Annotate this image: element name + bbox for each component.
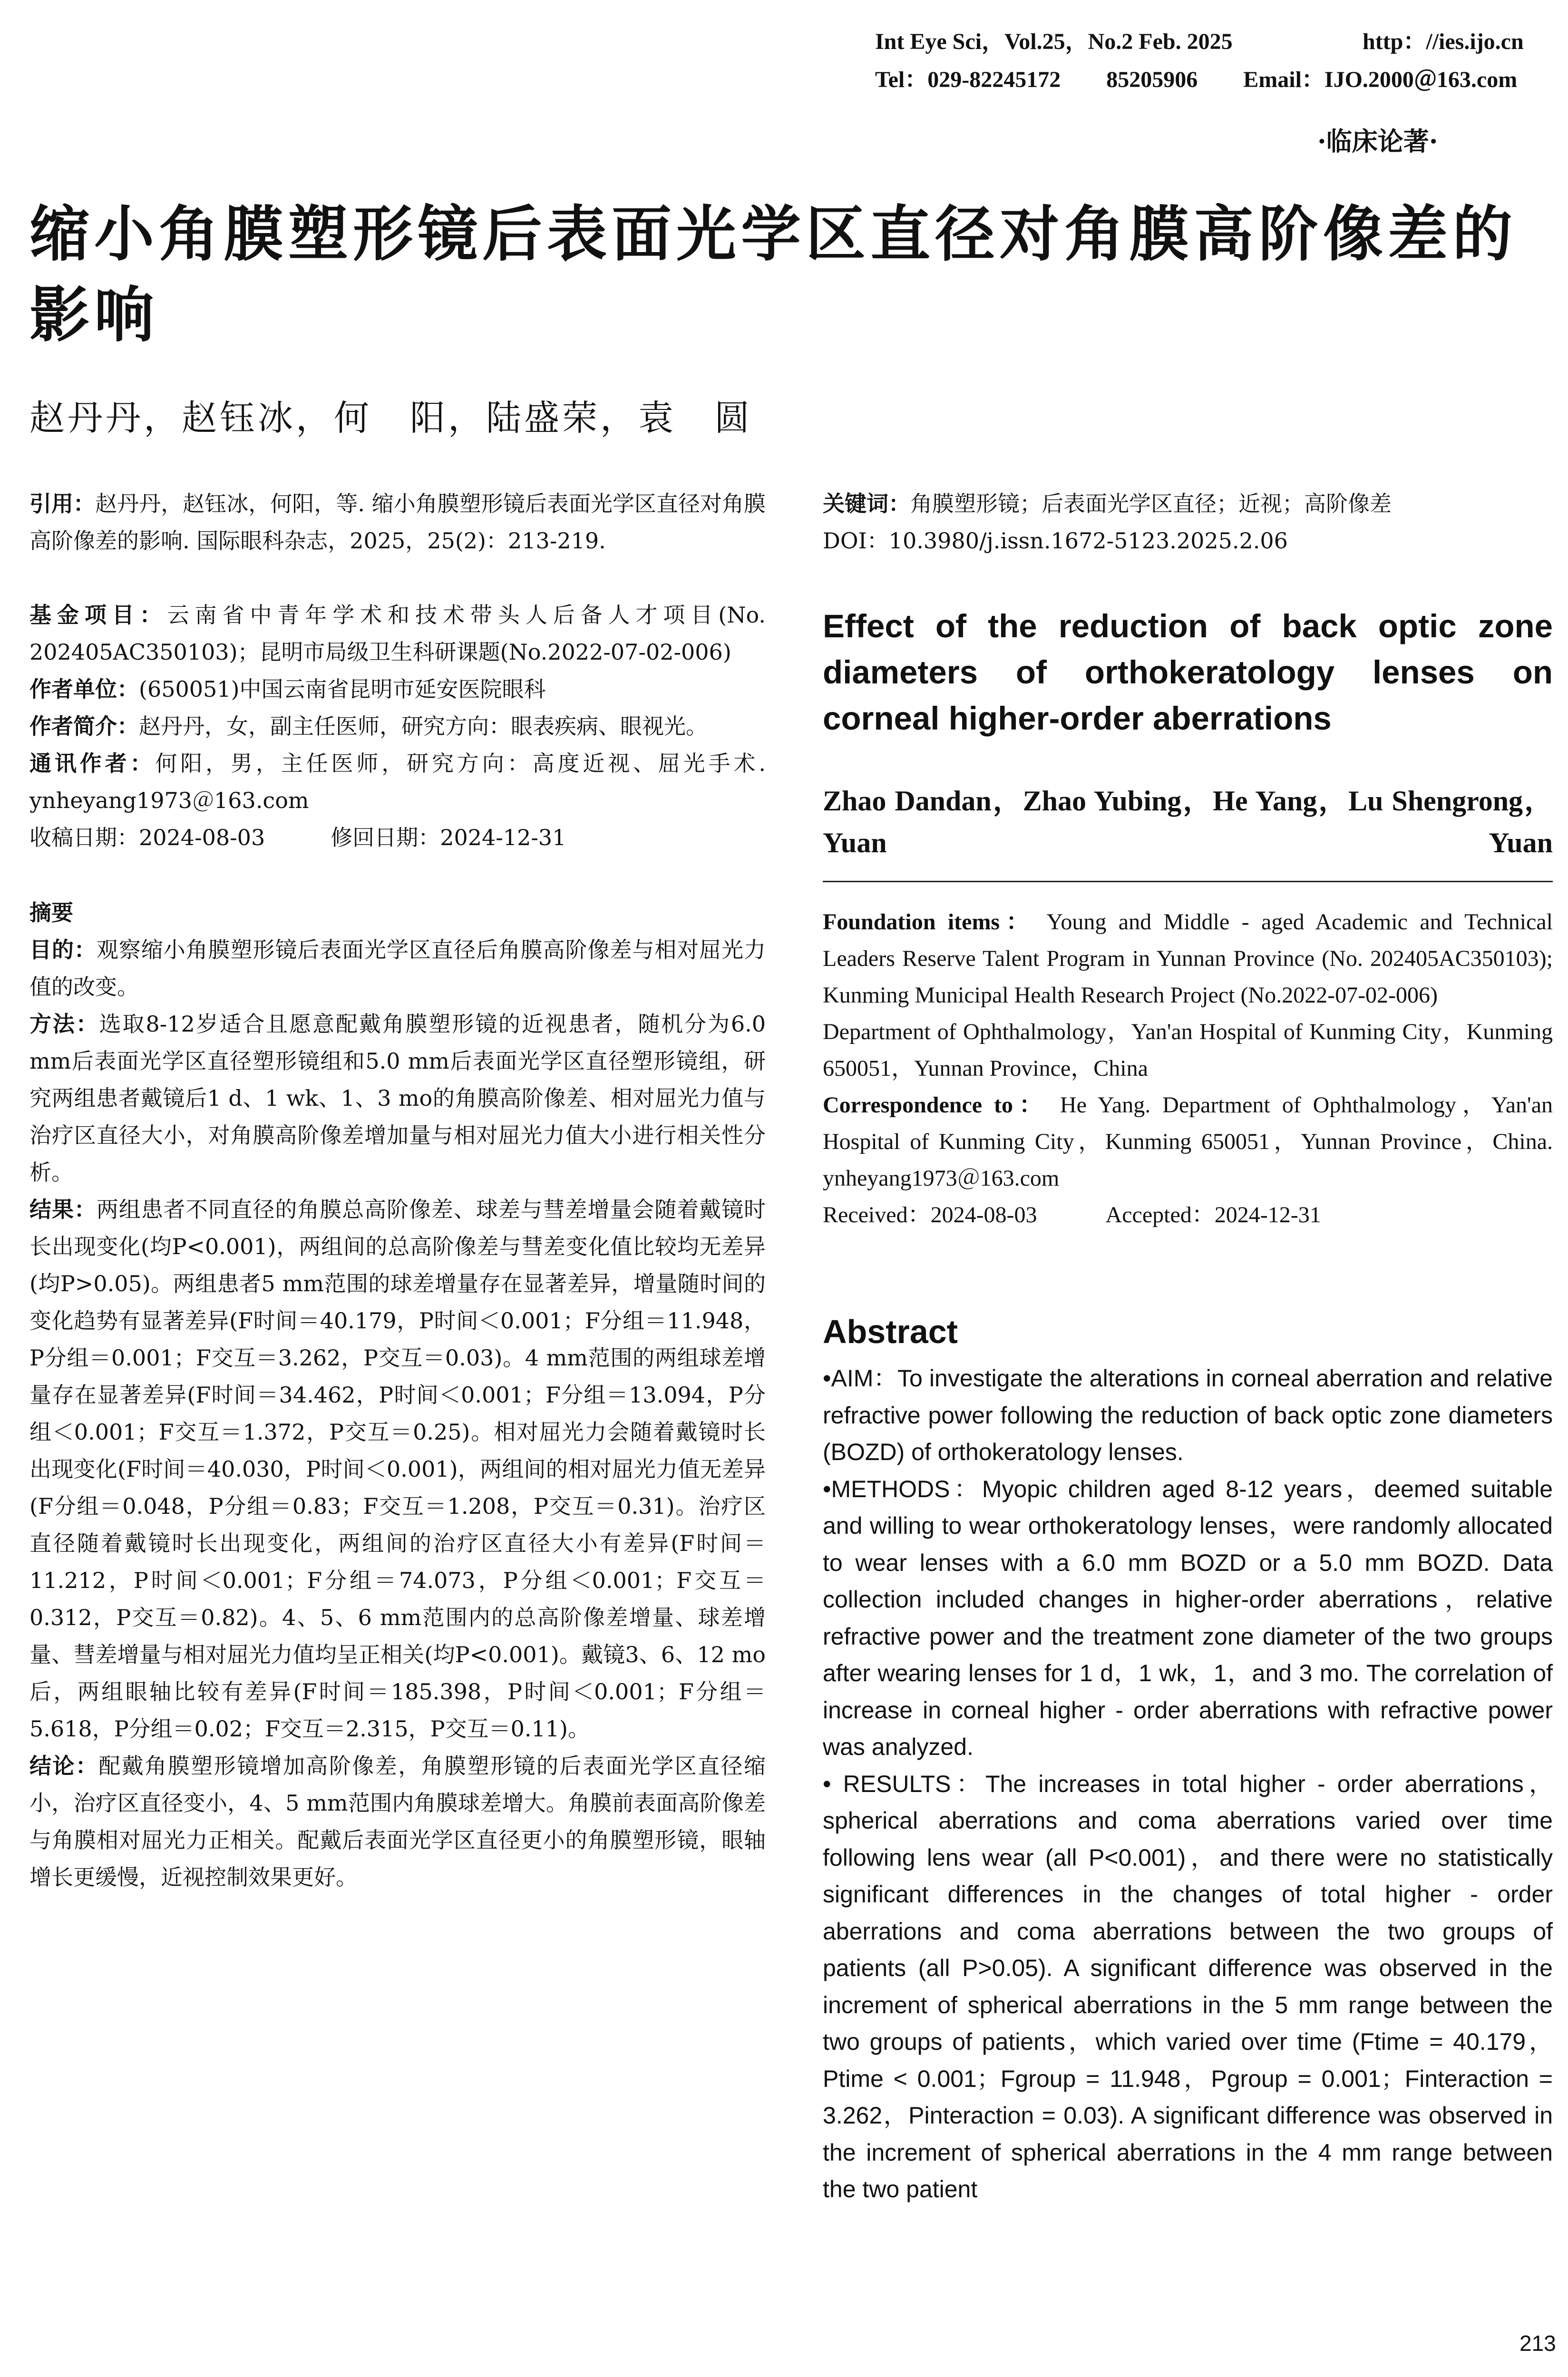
title-line-2: 影响 [29, 280, 159, 350]
title-en: Effect of the reduction of back optic zone diameters of orthokeratology lenses on corneal higher-order aberrations [823, 608, 1553, 737]
citation-text: 赵丹丹，赵钰冰，何阳，等. 缩小角膜塑形镜后表面光学区直径对角膜高阶像差的影响. 国际眼科杂志，2025，25(2)：213-219. [29, 491, 766, 554]
results-label: 结果： [29, 1197, 97, 1222]
corr-label: 通讯作者： [29, 750, 156, 776]
abstract-cn-methods [29, 1005, 766, 1191]
citation-label: 引用： [29, 491, 96, 516]
page-number: 213 [1519, 2331, 1556, 2356]
journal-contact: Tel：029-82245172 85205906 Email：IJO.2000＠163.com [875, 67, 1518, 92]
foundation-en [823, 904, 1553, 1013]
fund-text: 云南省中青年学术和技术带头人后备人才项目(No. 202405AC350103)；昆明市局级卫生科研课题(No.2022-07-02-006) [29, 602, 766, 665]
en-info-block [823, 904, 1553, 1233]
corresponding-author [29, 745, 766, 819]
abstract-en [823, 1360, 1553, 2208]
authors-en: Zhao Dandan，Zhao Yubing，He Yang，Lu Shengrong，Yuan Yuan [823, 785, 1553, 858]
abstract-cn-results [29, 1191, 766, 1747]
author-bio [29, 708, 766, 745]
bio-text: 赵丹丹，女，副主任医师，研究方向：眼表疾病、眼视光。 [139, 713, 708, 739]
aim-text: 观察缩小角膜塑形镜后表面光学区直径后角膜高阶像差与相对屈光力值的改变。 [29, 937, 766, 1000]
fund-label: 基金项目： [29, 602, 167, 628]
author-unit [29, 671, 766, 708]
unit-text: (650051)中国云南省昆明市延安医院眼科 [139, 676, 546, 702]
unit-label: 作者单位： [29, 676, 139, 702]
citation [29, 485, 766, 559]
corr-text: 何阳，男，主任医师，研究方向：高度近视、屈光手术. ynheyang1973＠163.com [29, 750, 766, 813]
dates-cn: 收稿日期：2024-08-03 修回日期：2024-12-31 [29, 825, 566, 850]
doi: DOI：10.3980/j.issn.1672-5123.2025.2.06 [823, 528, 1288, 554]
department-en: Department of Ophthalmology，Yan'an Hospital of Kunming City，Kunming 650051，Yunnan Province，China [823, 1019, 1553, 1081]
section-tag: ·临床论著· [1317, 126, 1438, 156]
keywords-block [823, 485, 1553, 559]
keywords-text: 角膜塑形镜；后表面光学区直径；近视；高阶像差 [910, 491, 1392, 516]
correspondence-en [823, 1087, 1553, 1197]
title-line-1: 缩小角膜塑形镜后表面光学区直径对角膜高阶像差的 [29, 199, 1517, 269]
correspondence-label: Correspondence to： [823, 1092, 1048, 1118]
journal-url[interactable]: http：//ies.ijo.cn [1363, 29, 1524, 54]
authors-cn: 赵丹丹，赵钰冰，何 阳，陆盛荣，袁 圆 [29, 398, 752, 438]
page-title [29, 194, 1551, 356]
abstract-cn-heading: 摘要 [29, 900, 73, 925]
conclusion-label: 结论： [29, 1753, 99, 1779]
foundation-text: Young and Middle - aged Academic and Technical Leaders Reserve Talent Program in Yunnan Province (No. 202405AC350103); Kunming Municipal Health Research Project (No.2022-07-02-006) [823, 909, 1553, 1008]
divider [823, 881, 1553, 882]
abstract-en-methods: •METHODS：Myopic children aged 8-12 years，deemed suitable and willing to wear orthokeratology lenses，were randomly allocated to wear lenses with a 6.0 mm BOZD or a 5.0 mm BOZD. Data collection included changes in higher-order aberrations，relative refractive power and the treatment zone diameter of the two groups after wearing lenses for 1 d，1 wk，1，and 3 mo. The correlation of increase in corneal higher - order aberrations with refractive power was analyzed. [823, 1475, 1553, 1760]
fund-info [29, 596, 766, 671]
journal-info: Int Eye Sci，Vol.25，No.2 Feb. 2025 [875, 29, 1233, 54]
methods-label: 方法： [29, 1011, 99, 1037]
dates-en: Received：2024-08-03 Accepted：2024-12-31 [823, 1202, 1321, 1227]
keywords-label: 关键词： [823, 491, 910, 516]
correspondence-text: He Yang. Department of Ophthalmology，Yan'an Hospital of Kunming City，Kunming 650051，Yunnan Province，China. ynheyang1973＠163.com [823, 1092, 1553, 1191]
abstract-en-aim: •AIM：To investigate the alterations in corneal aberration and relative refractive power following the reduction of back optic zone diameters (BOZD) of orthokeratology lenses. [823, 1365, 1553, 1465]
abstract-en-results: • RESULTS：The increases in total higher - order aberrations，spherical aberrations and coma aberrations varied over time following lens wear (all P<0.001)，and there were no statistically significant differences in the changes of total higher - order aberrations and coma aberrations between the two groups of patients (all P>0.05). A significant difference was observed in the increment of spherical aberrations in the 5 mm range between the two groups of patients，which varied over time (Ftime = 40.179，Ptime < 0.001；Fgroup = 11.948，Pgroup = 0.001；Finteraction = 3.262，Pinteraction = 0.03). A significant difference was observed in the increment of spherical aberrations in the 4 mm range between the two patient [823, 1770, 1553, 2202]
left-column [29, 485, 766, 1896]
methods-text: 选取8-12岁适合且愿意配戴角膜塑形镜的近视患者，随机分为6.0 mm后表面光学区直径塑形镜组和5.0 mm后表面光学区直径塑形镜组，研究两组患者戴镜后1 d、1 wk、1、3 mo的角膜高阶像差、相对屈光力值与治疗区直径大小，对角膜高阶像差增加量与相对屈光力值大小进行相关性分析。 [29, 1011, 766, 1185]
abstract-cn-conclusion [29, 1747, 766, 1896]
bio-label: 作者简介： [29, 713, 139, 739]
aim-label: 目的： [29, 937, 97, 963]
results-text: 两组患者不同直径的角膜总高阶像差、球差与彗差增量会随着戴镜时长出现变化(均P<0.001)，两组间的总高阶像差与彗差变化值比较均无差异(均P>0.05)。两组患者5 mm范围的球差增量存在显著差异，增量随时间的变化趋势有显著差异(F时间＝40.179，P时间＜0.001；F分组＝11.948，P分组＝0.001；F交互＝3.262，P交互＝0.03)。4 mm范围的两组球差增量存在显著差异(F时间＝34.462，P时间＜0.001；F分组＝13.094，P分组＜0.001；F交互＝1.372，P交互＝0.25)。相对屈光力会随着戴镜时长出现变化(F时间＝40.030，P时间＜0.001)，两组间的相对屈光力值无差异(F分组＝0.048，P分组＝0.83；F交互＝1.208，P交互＝0.31)。治疗区直径随着戴镜时长出现变化，两组间的治疗区直径大小有差异(F时间＝11.212，P时间＜0.001；F分组＝74.073，P分组＜0.001；F交互＝0.312，P交互＝0.82)。4、5、6 mm范围内的总高阶像差增量、球差增量、彗差增量与相对屈光力值均呈正相关(均P<0.001)。戴镜3、6、12 mo后，两组眼轴比较有差异(F时间＝185.398，P时间＜0.001；F分组＝5.618，P分组＝0.02；F交互＝2.315，P交互＝0.11)。 [29, 1197, 766, 1742]
keywords [823, 485, 1553, 522]
abstract-en-heading: Abstract [823, 1313, 958, 1350]
conclusion-text: 配戴角膜塑形镜增加高阶像差，角膜塑形镜的后表面光学区直径缩小，治疗区直径变小，4、5 mm范围内角膜球差增大。角膜前表面高阶像差与角膜相对屈光力正相关。配戴后表面光学区直径更小的角膜塑形镜，眼轴增长更缓慢，近视控制效果更好。 [29, 1753, 766, 1890]
foundation-label: Foundation items： [823, 909, 1035, 935]
abstract-cn-aim [29, 931, 766, 1005]
